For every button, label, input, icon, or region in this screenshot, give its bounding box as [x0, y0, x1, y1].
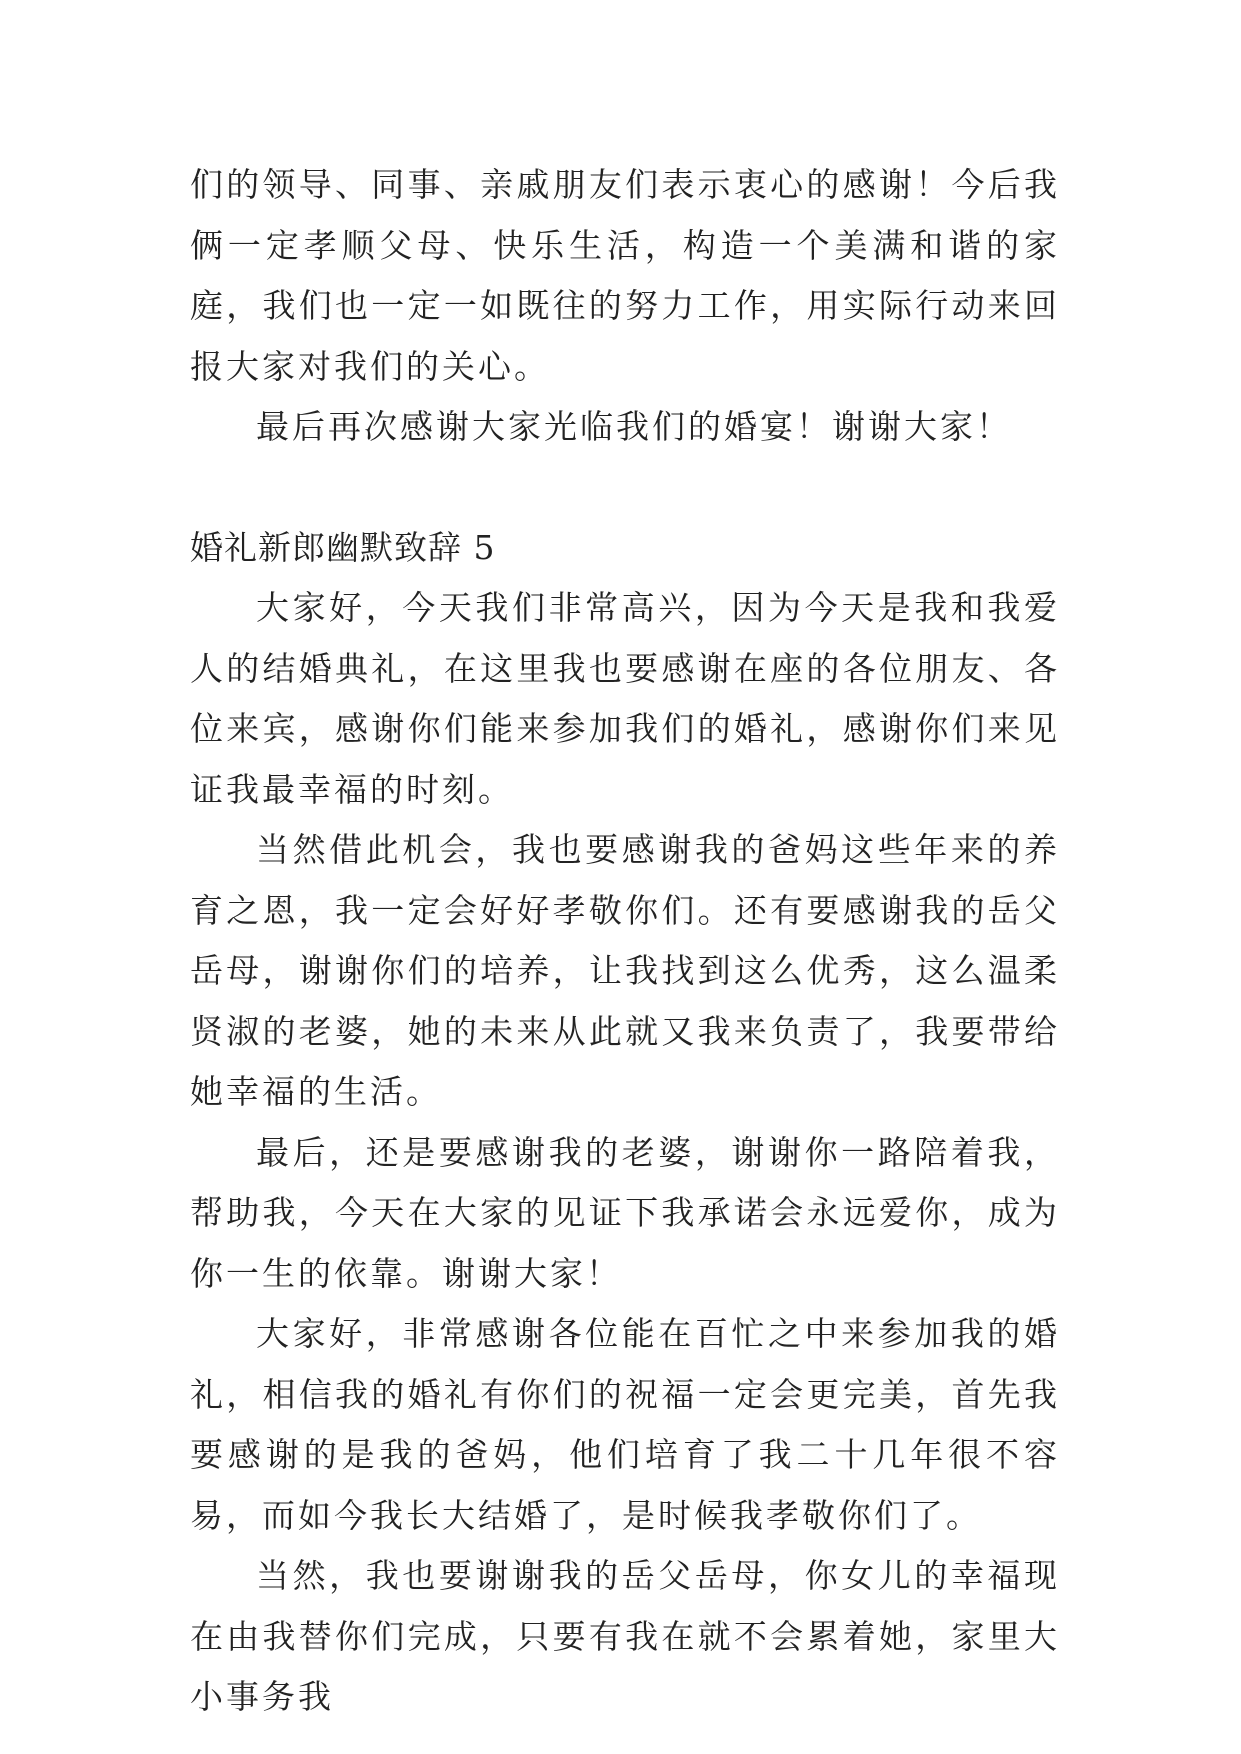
paragraph-continuation: 们的领导、同事、亲戚朋友们表示衷心的感谢！今后我俩一定孝顺父母、快乐生活，构造一个美满和谐的家庭，我们也一定一如既往的努力工作，用实际行动来回报大家对我们的关心。 [190, 165, 1060, 386]
paragraph: 大家好，今天我们非常高兴，因为今天是我和我爱人的结婚典礼，在这里我也要感谢在座的各位朋友、各位来宾，感谢你们能来参加我们的婚礼，感谢你们来见证我最幸福的时刻。 [190, 588, 1060, 809]
paragraph: 当然借此机会，我也要感谢我的爸妈这些年来的养育之恩，我一定会好好孝敬你们。还有要感谢我的岳父岳母，谢谢你们的培养，让我找到这么优秀，这么温柔贤淑的老婆，她的未来从此就又我来负责了，我要带给她幸福的生活。 [190, 830, 1060, 1111]
document-body [190, 155, 1060, 1728]
section-title: 婚礼新郎幽默致辞 5 [190, 527, 496, 567]
paragraph: 大家好，非常感谢各位能在百忙之中来参加我的婚礼，相信我的婚礼有你们的祝福一定会更完美，首先我要感谢的是我的爸妈，他们培育了我二十几年很不容易，而如今我长大结婚了，是时候我孝敬你们了。 [190, 1314, 1060, 1535]
section-spacer [190, 458, 1060, 518]
paragraph: 当然，我也要谢谢我的岳父岳母，你女儿的幸福现在由我替你们完成，只要有我在就不会累着她，家里大小事务我 [190, 1556, 1060, 1716]
paragraph: 最后，还是要感谢我的老婆，谢谢你一路陪着我，帮助我，今天在大家的见证下我承诺会永远爱你，成为你一生的依靠。谢谢大家！ [190, 1132, 1060, 1293]
paragraph-closing-thanks: 最后再次感谢大家光临我们的婚宴！谢谢大家！ [256, 407, 1012, 446]
